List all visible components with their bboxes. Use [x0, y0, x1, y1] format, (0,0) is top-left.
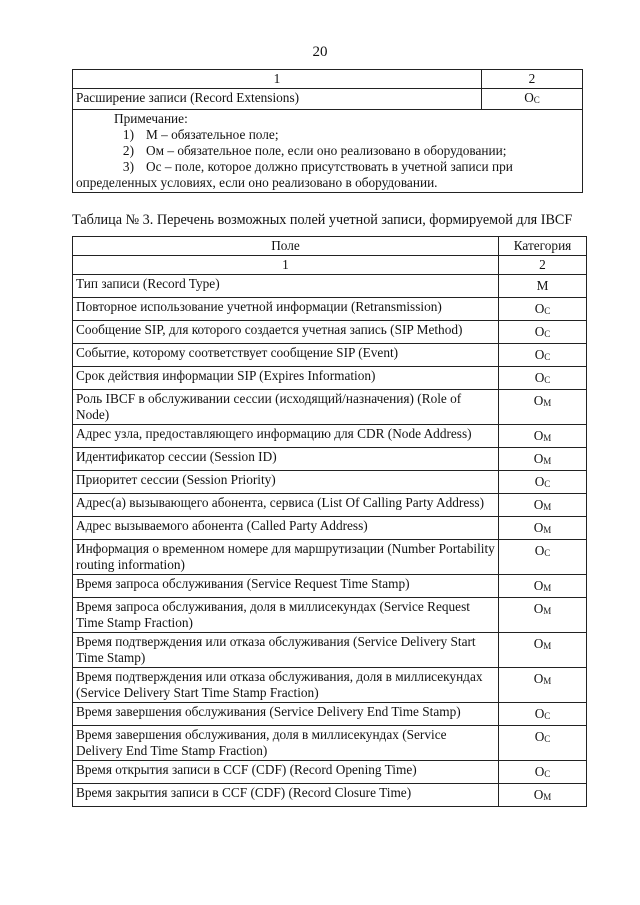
category-subscript: M — [543, 676, 552, 686]
category-cell — [499, 703, 587, 726]
field-cell: Время открытия записи в CCF (CDF) (Record Opening Time) — [73, 761, 499, 784]
category-cell — [499, 540, 587, 575]
category-cell — [499, 425, 587, 448]
table-1-header-row — [73, 70, 583, 89]
category-letter: O — [533, 520, 544, 535]
table-row — [73, 633, 587, 668]
category-cell — [499, 726, 587, 761]
table-row — [73, 89, 583, 110]
field-cell: Время запроса обслуживания, доля в миллисекундах (Service Request Time Stamp Fraction) — [73, 598, 499, 633]
category-cell — [499, 668, 587, 703]
table-row — [73, 761, 587, 784]
category-subscript: C — [544, 711, 551, 721]
table-3 — [72, 236, 587, 807]
category-subscript: M — [543, 583, 552, 593]
category-subscript: C — [544, 479, 551, 489]
field-cell: Роль IBCF в обслуживании сессии (исходящий/назначения) (Role of Node) — [73, 390, 499, 425]
category-cell — [499, 761, 587, 784]
column-number-1: 1 — [73, 256, 499, 275]
field-cell: Время подтверждения или отказа обслуживания (Service Delivery Start Time Stamp) — [73, 633, 499, 668]
category-letter: O — [524, 90, 534, 105]
table-row — [73, 598, 587, 633]
column-number-2: 2 — [499, 256, 587, 275]
table-1-note — [73, 110, 583, 193]
note-item-text: Oм – обязательное поле, если оно реализовано в оборудовании; — [146, 143, 507, 158]
field-cell: Адрес(а) вызывающего абонента, сервиса (List Of Calling Party Address) — [73, 494, 499, 517]
field-cell: Срок действия информации SIP (Expires Information) — [73, 367, 499, 390]
category-cell — [499, 575, 587, 598]
category-subscript: M — [543, 456, 552, 466]
category-subscript: M — [543, 641, 552, 651]
table-row — [73, 494, 587, 517]
category-letter: O — [534, 301, 545, 316]
table-row — [73, 448, 587, 471]
table-3-number-row — [73, 256, 587, 275]
table-3-caption: Таблица № 3. Перечень возможных полей учетной записи, формируемой для IBCF — [72, 212, 573, 228]
category-cell — [499, 344, 587, 367]
table-row — [73, 784, 587, 807]
category-subscript: M — [543, 792, 552, 802]
category-cell — [499, 321, 587, 344]
category-subscript: M — [543, 502, 552, 512]
category-cell — [499, 598, 587, 633]
note-item-text: M – обязательное поле; — [146, 127, 279, 142]
column-header-field: Поле — [73, 237, 499, 256]
field-cell: Время подтверждения или отказа обслуживания, доля в миллисекундах (Service Delivery Start Time Stamp Fraction) — [73, 668, 499, 703]
table-row — [73, 540, 587, 575]
field-cell: Время завершения обслуживания, доля в миллисекундах (Service Delivery End Time Stamp Fraction) — [73, 726, 499, 761]
category-letter: O — [534, 764, 545, 779]
note-item-3-continuation: определенных условиях, если оно реализовано в оборудовании. — [76, 175, 438, 190]
page-number: 20 — [312, 44, 328, 60]
category-letter: O — [533, 497, 544, 512]
category-subscript: M — [543, 433, 552, 443]
table-row — [73, 425, 587, 448]
category-subscript: C — [544, 375, 551, 385]
category-letter: O — [534, 706, 545, 721]
category-cell — [499, 367, 587, 390]
category-subscript: C — [544, 352, 551, 362]
category-subscript: C — [544, 769, 551, 779]
category-letter: M — [536, 278, 549, 293]
category-letter: O — [534, 729, 545, 744]
category-letter: O — [533, 428, 544, 443]
category-cell — [499, 633, 587, 668]
table-row — [73, 726, 587, 761]
table-row — [73, 575, 587, 598]
table-3-header-row — [73, 237, 587, 256]
category-letter: O — [533, 671, 544, 686]
note-item-number: 2) — [122, 143, 134, 158]
table-row — [73, 344, 587, 367]
category-cell — [499, 298, 587, 321]
note-item-text: Oc – поле, которое должно присутствовать в учетной записи при — [146, 159, 513, 174]
category-subscript: M — [543, 525, 552, 535]
field-cell: Время закрытия записи в CCF (CDF) (Record Closure Time) — [73, 784, 499, 807]
field-cell: Приоритет сессии (Session Priority) — [73, 471, 499, 494]
category-letter: O — [534, 370, 545, 385]
category-subscript: M — [543, 606, 552, 616]
table-row — [73, 517, 587, 540]
table-row — [73, 390, 587, 425]
table-row — [73, 321, 587, 344]
category-cell — [499, 471, 587, 494]
category-letter: O — [534, 474, 545, 489]
category-letter: O — [533, 601, 544, 616]
category-cell — [499, 784, 587, 807]
table-1-continuation — [72, 69, 583, 193]
note-title: Примечание: — [114, 111, 188, 126]
category-letter: O — [533, 393, 544, 408]
category-letter: O — [533, 787, 544, 802]
category-letter: O — [533, 578, 544, 593]
table-1-note-row — [73, 110, 583, 193]
category-letter: O — [534, 324, 545, 339]
field-cell: Сообщение SIP, для которого создается учетная запись (SIP Method) — [73, 321, 499, 344]
table-3-body — [73, 275, 587, 807]
table-row — [73, 298, 587, 321]
column-header-category: Категория — [499, 237, 587, 256]
field-cell: Адрес узла, предоставляющего информацию для CDR (Node Address) — [73, 425, 499, 448]
table-row — [73, 275, 587, 298]
field-cell: Время завершения обслуживания (Service Delivery End Time Stamp) — [73, 703, 499, 726]
field-cell: Повторное использование учетной информации (Retransmission) — [73, 298, 499, 321]
category-cell — [499, 448, 587, 471]
table-row — [73, 367, 587, 390]
note-item-3 — [76, 159, 579, 175]
table-row — [73, 703, 587, 726]
category-letter: O — [534, 543, 545, 558]
table-1-col1-number: 1 — [73, 70, 482, 89]
field-cell: Время запроса обслуживания (Service Request Time Stamp) — [73, 575, 499, 598]
table-row — [73, 668, 587, 703]
field-cell: Тип записи (Record Type) — [73, 275, 499, 298]
category-subscript: C — [544, 734, 551, 744]
table-row — [73, 471, 587, 494]
field-cell: Адрес вызываемого абонента (Called Party Address) — [73, 517, 499, 540]
category-subscript: C — [544, 306, 551, 316]
field-cell: Идентификатор сессии (Session ID) — [73, 448, 499, 471]
category-cell — [499, 275, 587, 298]
field-cell: Событие, которому соответствует сообщение SIP (Event) — [73, 344, 499, 367]
category-cell — [499, 390, 587, 425]
category-cell — [499, 494, 587, 517]
category-cell — [499, 517, 587, 540]
note-item-number: 1) — [122, 127, 134, 142]
category-letter: O — [533, 451, 544, 466]
category-letter: O — [533, 636, 544, 651]
category-subscript: C — [533, 95, 540, 105]
category-letter: O — [534, 347, 545, 362]
category-subscript: C — [544, 329, 551, 339]
table-1-field-cell: Расширение записи (Record Extensions) — [73, 89, 482, 110]
table-1-col2-number: 2 — [482, 70, 583, 89]
category-subscript: M — [543, 398, 552, 408]
note-item-1 — [76, 127, 579, 143]
note-item-2 — [76, 143, 579, 159]
field-cell: Информация о временном номере для маршрутизации (Number Portability routing information) — [73, 540, 499, 575]
note-item-number: 3) — [122, 159, 134, 174]
category-subscript: C — [544, 548, 551, 558]
table-1-category-cell — [482, 89, 583, 110]
